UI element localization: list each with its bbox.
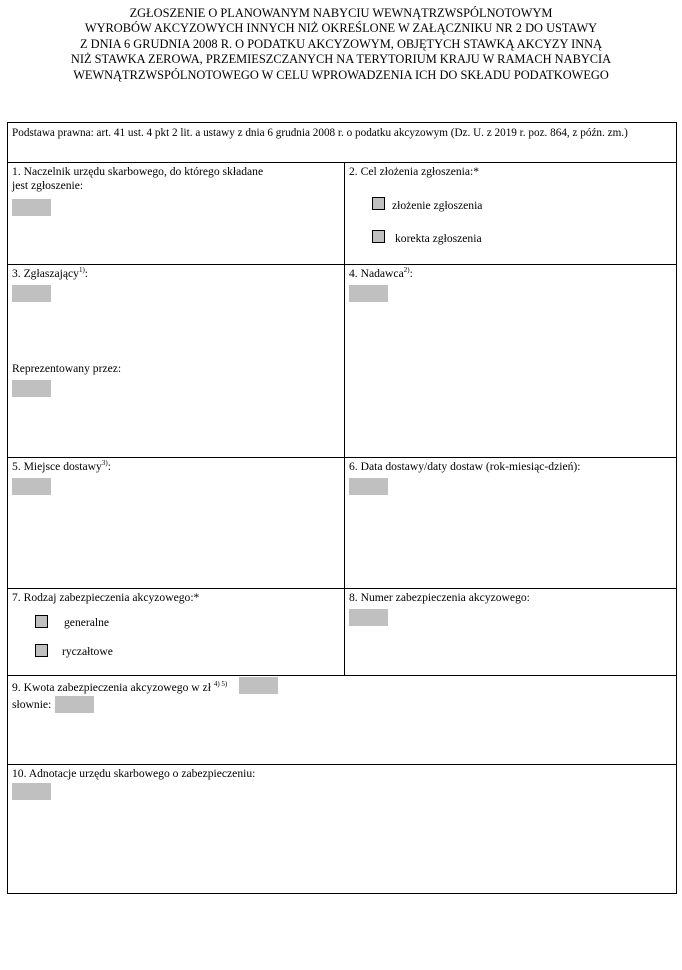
- field-1-label-line-1: 1. Naczelnik urzędu skarbowego, do którego składane: [12, 165, 264, 178]
- legal-basis-row: [8, 123, 676, 163]
- row-1-2: [8, 163, 676, 265]
- amount-in-words-label: słownie:: [12, 698, 52, 711]
- title-line-4: NIŻ STAWKA ZEROWA, PRZEMIESZCZANYCH NA TERYTORIUM KRAJU W RAMACH NABYCIA: [70, 52, 612, 67]
- footnote-2-marker: 2): [403, 266, 410, 275]
- field-4-label: [349, 267, 413, 281]
- title-line-5: WEWNĄTRZWSPÓLNOTOWEGO W CELU WPROWADZENIA ICH DO SKŁADU PODATKOWEGO: [73, 67, 609, 82]
- sender-input[interactable]: [349, 285, 388, 302]
- field-6-label: 6. Data dostawy/daty dostaw (rok-miesiąc-dzień):: [349, 460, 581, 473]
- field-5-label: [12, 460, 111, 474]
- field-3-label-suffix: :: [84, 267, 89, 280]
- field-3-label: [12, 267, 88, 281]
- form-table: [7, 122, 677, 894]
- legal-basis-text: Podstawa prawna: art. 41 ust. 4 pkt 2 lit. a ustawy z dnia 6 grudnia 2008 r. o podatku akcyzowym (Dz. U. z 2019 r. poz. 864, z późn. zm.): [12, 127, 628, 139]
- field-10-label: 10. Adnotacje urzędu skarbowego o zabezpieczeniu:: [12, 767, 256, 780]
- general-security-checkbox[interactable]: [35, 615, 48, 628]
- amount-in-words-input[interactable]: [55, 696, 94, 713]
- submission-option-label: złożenie zgłoszenia: [392, 199, 483, 212]
- correction-option-label: korekta zgłoszenia: [395, 232, 482, 245]
- delivery-place-input[interactable]: [12, 478, 51, 495]
- row-10: [8, 765, 676, 893]
- tax-office-notes-input[interactable]: [12, 783, 51, 800]
- row-9: [8, 676, 676, 765]
- field-7-label: 7. Rodzaj zabezpieczenia akcyzowego:*: [12, 591, 200, 604]
- footnote-4-5-marker: 4) 5): [213, 680, 228, 689]
- security-number-input[interactable]: [349, 609, 388, 626]
- field-4-label-text: 4. Nadawca: [349, 267, 404, 280]
- field-1-label: [12, 165, 263, 193]
- field-4-label-suffix: :: [409, 267, 413, 280]
- field-2-label: 2. Cel złożenia zgłoszenia:*: [349, 165, 480, 178]
- field-8-cell: [345, 589, 676, 675]
- general-security-label: generalne: [64, 616, 110, 629]
- footnote-3-marker: 3): [101, 459, 108, 468]
- field-9-label: [12, 681, 227, 695]
- tax-office-input[interactable]: [12, 199, 51, 216]
- represented-by-label: Reprezentowany przez:: [12, 362, 122, 375]
- field-9-label-text: 9. Kwota zabezpieczenia akcyzowego w zł: [12, 681, 211, 694]
- field-7-cell: [8, 589, 345, 675]
- lump-sum-security-label: ryczałtowe: [62, 645, 113, 658]
- representative-input[interactable]: [12, 380, 51, 397]
- field-5-label-suffix: :: [107, 460, 111, 473]
- delivery-date-input[interactable]: [349, 478, 388, 495]
- correction-checkbox[interactable]: [372, 230, 385, 243]
- field-6-cell: [345, 458, 676, 588]
- field-1-cell: [8, 163, 345, 264]
- form-title: [0, 6, 682, 83]
- field-8-label: 8. Numer zabezpieczenia akcyzowego:: [349, 591, 530, 604]
- title-line-1: ZGŁOSZENIE O PLANOWANYM NABYCIU WEWNĄTRZWSPÓLNOTOWYM: [129, 6, 553, 20]
- field-3-label-text: 3. Zgłaszający: [12, 267, 79, 280]
- submission-checkbox[interactable]: [372, 197, 385, 210]
- title-line-2: WYROBÓW AKCYZOWYCH INNYCH NIŻ OKREŚLONE W ZAŁĄCZNIKU NR 2 DO USTAWY: [84, 21, 598, 36]
- field-9-cell: [8, 676, 676, 764]
- lump-sum-security-checkbox[interactable]: [35, 644, 48, 657]
- field-10-cell: [8, 765, 676, 893]
- field-1-label-line-2: jest zgłoszenie:: [12, 179, 84, 192]
- title-line-3: Z DNIA 6 GRUDNIA 2008 R. O PODATKU AKCYZOWYM, OBJĘTYCH STAWKĄ AKCYZY INNĄ: [79, 36, 603, 51]
- row-7-8: [8, 589, 676, 676]
- footnote-1-marker: 1): [78, 266, 85, 275]
- field-5-cell: [8, 458, 345, 588]
- security-amount-input[interactable]: [239, 677, 278, 694]
- field-2-cell: [345, 163, 676, 264]
- field-4-cell: [345, 265, 676, 457]
- applicant-input[interactable]: [12, 285, 51, 302]
- field-3-cell: [8, 265, 345, 457]
- row-5-6: [8, 458, 676, 589]
- field-5-label-text: 5. Miejsce dostawy: [12, 460, 102, 473]
- row-3-4: [8, 265, 676, 458]
